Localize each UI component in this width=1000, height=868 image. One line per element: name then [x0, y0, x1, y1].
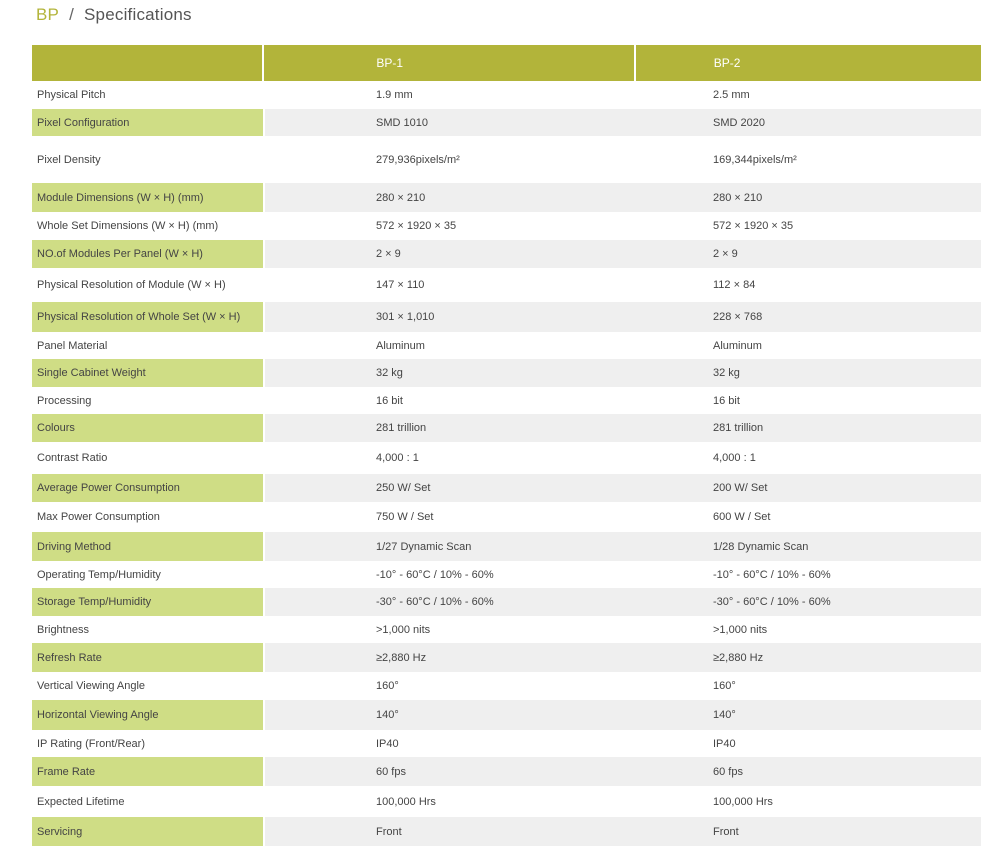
spec-value-bp1: 250 W/ Set: [265, 474, 597, 502]
spec-label: Physical Pitch: [37, 89, 106, 101]
spec-value-bp1: >1,000 nits: [376, 623, 431, 636]
spec-value-bp1: ≥2,880 Hz: [265, 643, 597, 672]
spec-value-bp1: 1/27 Dynamic Scan: [265, 532, 597, 561]
spec-label: Refresh Rate: [32, 643, 263, 672]
table-row: [32, 212, 981, 240]
table-row: [32, 302, 981, 332]
table-row: [32, 268, 981, 302]
table-row: [32, 332, 981, 359]
spec-value-bp2: IP40: [713, 737, 736, 750]
spec-label: Single Cabinet Weight: [32, 359, 263, 387]
spec-value-bp1: 1.9 mm: [376, 89, 413, 101]
spec-value-bp2: 32 kg: [597, 359, 981, 387]
table-row: [32, 757, 981, 786]
table-row: [32, 700, 981, 730]
table-row: [32, 359, 981, 387]
table-row: [32, 616, 981, 643]
table-row: [32, 532, 981, 561]
header-bp2-column: BP-2: [636, 45, 981, 81]
spec-label: Horizontal Viewing Angle: [32, 700, 263, 730]
spec-value-bp1: 4,000 : 1: [376, 452, 419, 464]
table-row: [32, 136, 981, 183]
spec-value-bp1: 281 trillion: [265, 414, 597, 442]
table-row: [32, 81, 981, 109]
spec-value-bp1: 147 × 110: [376, 279, 425, 291]
spec-value-bp2: 228 × 768: [597, 302, 981, 332]
spec-label: Vertical Viewing Angle: [37, 680, 146, 692]
specifications-table: [32, 45, 981, 846]
table-row: [32, 786, 981, 817]
spec-label: Module Dimensions (W × H) (mm): [32, 183, 263, 212]
spec-value-bp1: 16 bit: [376, 394, 403, 407]
table-row: [32, 561, 981, 588]
header-label-column: [32, 45, 262, 81]
header-bp1-column: BP-1: [264, 45, 633, 81]
spec-value-bp2: 1/28 Dynamic Scan: [597, 532, 981, 561]
spec-label: Colours: [32, 414, 263, 442]
table-body: [32, 81, 981, 846]
spec-label: Storage Temp/Humidity: [32, 588, 263, 616]
breadcrumb-separator: /: [69, 5, 75, 24]
spec-value-bp2: -10° - 60°C / 10% - 60%: [713, 568, 831, 581]
spec-value-bp2: 112 × 84: [713, 279, 756, 291]
spec-value-bp2: Aluminum: [713, 339, 762, 352]
spec-label: Pixel Density: [37, 153, 101, 166]
table-row: [32, 387, 981, 414]
spec-value-bp1: 279,936pixels/m²: [376, 153, 460, 166]
table-row: [32, 183, 981, 212]
spec-label: NO.of Modules Per Panel (W × H): [32, 240, 263, 268]
spec-value-bp1: 60 fps: [265, 757, 597, 786]
spec-value-bp1: 32 kg: [265, 359, 597, 387]
table-row: [32, 240, 981, 268]
spec-value-bp1: 301 × 1,010: [265, 302, 597, 332]
spec-value-bp1: -10° - 60°C / 10% - 60%: [376, 568, 494, 581]
spec-value-bp1: SMD 1010: [265, 109, 597, 136]
spec-label: Driving Method: [32, 532, 263, 561]
spec-label: Pixel Configuration: [32, 109, 263, 136]
spec-label: IP Rating (Front/Rear): [37, 737, 146, 750]
spec-label: Frame Rate: [32, 757, 263, 786]
table-row: [32, 817, 981, 846]
table-row: [32, 502, 981, 532]
spec-value-bp2: 140°: [597, 700, 981, 730]
spec-value-bp1: Aluminum: [376, 339, 425, 352]
spec-value-bp2: 4,000 : 1: [713, 452, 756, 464]
spec-value-bp2: 16 bit: [713, 394, 740, 407]
spec-value-bp2: 169,344pixels/m²: [713, 153, 797, 166]
spec-value-bp2: SMD 2020: [597, 109, 981, 136]
breadcrumb-current-page: Specifications: [84, 5, 192, 24]
table-row: [32, 730, 981, 757]
spec-value-bp2: 160°: [713, 680, 736, 692]
spec-value-bp2: ≥2,880 Hz: [597, 643, 981, 672]
table-header-row: [32, 45, 981, 81]
spec-label: Max Power Consumption: [37, 511, 160, 523]
spec-value-bp1: 572 × 1920 × 35: [376, 220, 457, 232]
spec-value-bp1: 750 W / Set: [376, 511, 434, 523]
spec-value-bp1: 2 × 9: [265, 240, 597, 268]
spec-value-bp2: 2 × 9: [597, 240, 981, 268]
spec-value-bp2: 100,000 Hrs: [713, 795, 773, 808]
spec-value-bp1: 100,000 Hrs: [376, 795, 436, 808]
spec-value-bp2: >1,000 nits: [713, 623, 768, 636]
spec-value-bp2: 600 W / Set: [713, 511, 771, 523]
spec-value-bp2: Front: [597, 817, 981, 846]
spec-label: Physical Resolution of Module (W × H): [37, 279, 226, 291]
spec-value-bp1: 140°: [265, 700, 597, 730]
spec-value-bp1: 160°: [376, 680, 399, 692]
spec-label: Brightness: [37, 623, 89, 636]
table-row: [32, 109, 981, 136]
table-row: [32, 414, 981, 442]
spec-value-bp1: -30° - 60°C / 10% - 60%: [265, 588, 597, 616]
spec-value-bp2: 572 × 1920 × 35: [713, 220, 794, 232]
spec-value-bp2: 200 W/ Set: [597, 474, 981, 502]
spec-label: Expected Lifetime: [37, 795, 125, 808]
spec-value-bp2: 281 trillion: [597, 414, 981, 442]
spec-value-bp1: 280 × 210: [265, 183, 597, 212]
spec-label: Physical Resolution of Whole Set (W × H): [32, 302, 263, 332]
spec-label: Servicing: [32, 817, 263, 846]
spec-label: Contrast Ratio: [37, 452, 108, 464]
spec-value-bp2: 2.5 mm: [713, 89, 750, 101]
table-row: [32, 474, 981, 502]
breadcrumb: [36, 4, 192, 26]
breadcrumb-link-bp[interactable]: BP: [36, 5, 60, 24]
table-row: [32, 672, 981, 700]
spec-label: Processing: [37, 394, 92, 407]
table-row: [32, 643, 981, 672]
spec-value-bp2: 280 × 210: [597, 183, 981, 212]
spec-value-bp1: Front: [265, 817, 597, 846]
table-row: [32, 588, 981, 616]
spec-value-bp1: IP40: [376, 737, 399, 750]
spec-value-bp2: -30° - 60°C / 10% - 60%: [597, 588, 981, 616]
spec-label: Operating Temp/Humidity: [37, 568, 161, 581]
spec-label: Panel Material: [37, 339, 108, 352]
table-row: [32, 442, 981, 474]
spec-label: Average Power Consumption: [32, 474, 263, 502]
spec-value-bp2: 60 fps: [597, 757, 981, 786]
spec-label: Whole Set Dimensions (W × H) (mm): [37, 220, 219, 232]
